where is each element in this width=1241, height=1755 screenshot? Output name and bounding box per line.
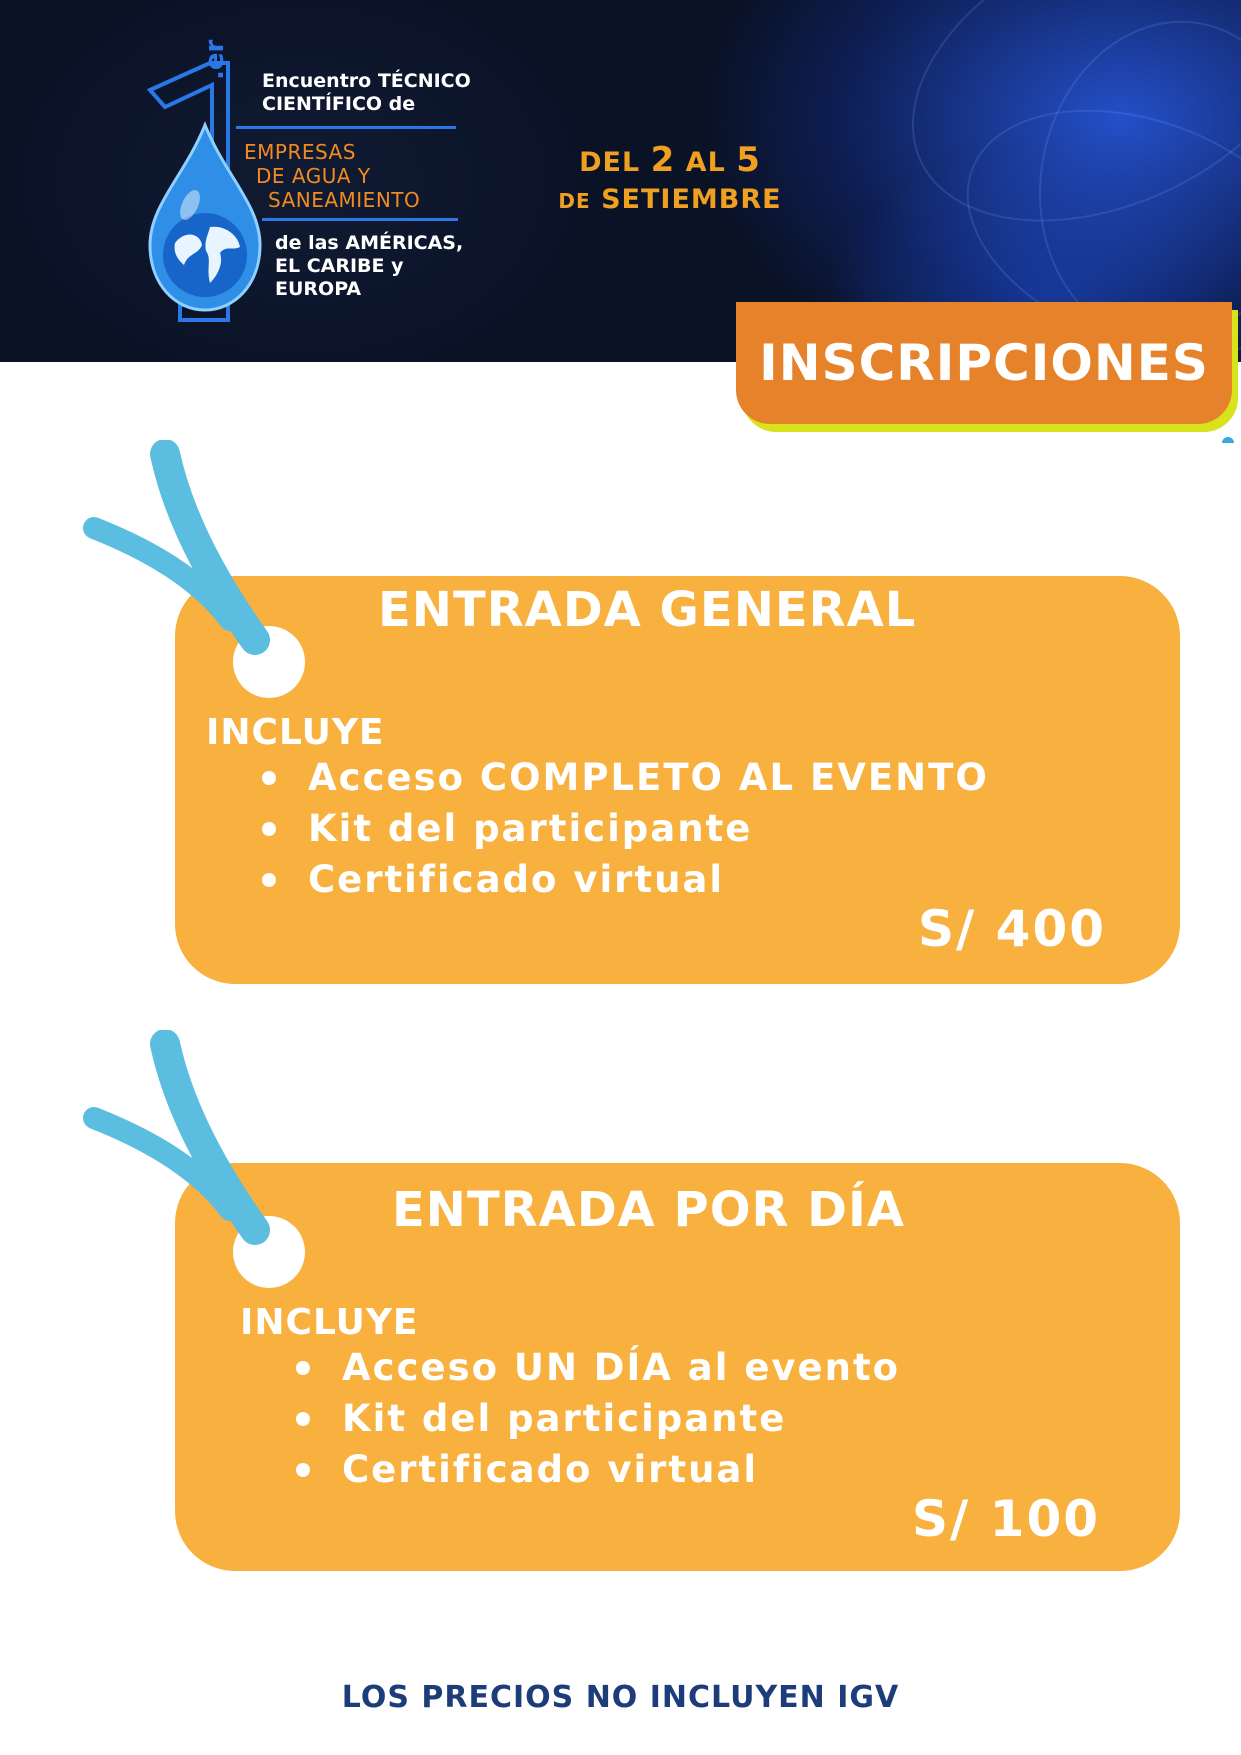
dates-start-day: 2	[650, 140, 676, 180]
subtitle-divider	[262, 218, 458, 221]
ticket-title: ENTRADA GENERAL	[378, 582, 917, 638]
event-dates	[540, 140, 800, 215]
event-title-line: CIENTÍFICO de	[262, 93, 416, 116]
bullet-icon	[262, 873, 276, 887]
ribbon-icon	[80, 440, 280, 670]
ordinal-suffix: .er	[200, 39, 230, 80]
includes-label: INCLUYE	[206, 712, 385, 753]
list-item	[296, 1342, 900, 1393]
event-title-line: Encuentro TÉCNICO	[262, 70, 471, 92]
list-item	[296, 1393, 900, 1444]
ticket-title: ENTRADA POR DÍA	[392, 1182, 906, 1238]
event-region-line: EL CARIBE y	[275, 255, 404, 278]
bullet-icon	[296, 1463, 310, 1477]
list-item-text: Acceso COMPLETO AL EVENTO	[308, 756, 989, 799]
dates-del: DEL	[579, 147, 641, 178]
ribbon-icon	[80, 1030, 280, 1260]
event-subtitle-line: SANEAMIENTO	[268, 188, 421, 212]
list-item	[262, 752, 989, 803]
bullet-icon	[296, 1412, 310, 1426]
registration-tab-label: INSCRIPCIONES	[759, 334, 1209, 392]
list-item-text: Kit del participante	[342, 1397, 787, 1440]
includes-label: INCLUYE	[240, 1302, 419, 1343]
bullet-icon	[262, 771, 276, 785]
event-region-line: de las AMÉRICAS,	[275, 232, 464, 254]
list-item-text: Certificado virtual	[308, 858, 725, 901]
includes-list	[262, 752, 989, 905]
list-item	[296, 1444, 900, 1495]
event-subtitle-line: DE AGUA Y	[256, 164, 371, 188]
dates-month: SETIEMBRE	[601, 184, 782, 215]
bullet-icon	[296, 1361, 310, 1375]
event-subtitle	[244, 140, 420, 212]
event-title	[262, 70, 471, 116]
dates-de: DE	[558, 189, 591, 213]
dates-al: AL	[685, 147, 726, 178]
includes-list	[296, 1342, 900, 1495]
dates-end-day: 5	[736, 140, 761, 180]
list-item	[262, 803, 989, 854]
list-item-text: Certificado virtual	[342, 1448, 759, 1491]
ticket-price: S/ 400	[918, 900, 1107, 958]
decorative-dot	[1222, 437, 1234, 443]
registration-tab	[736, 302, 1232, 424]
event-subtitle-line: EMPRESAS	[244, 140, 356, 164]
ticket-price: S/ 100	[912, 1490, 1101, 1548]
event-region-line: EUROPA	[275, 278, 362, 301]
price-disclaimer: LOS PRECIOS NO INCLUYEN IGV	[341, 1680, 900, 1715]
list-item-text: Kit del participante	[308, 807, 753, 850]
title-divider	[236, 126, 456, 129]
event-region	[275, 232, 463, 302]
bullet-icon	[262, 822, 276, 836]
list-item-text: Acceso UN DÍA al evento	[342, 1346, 901, 1389]
list-item	[262, 854, 989, 905]
